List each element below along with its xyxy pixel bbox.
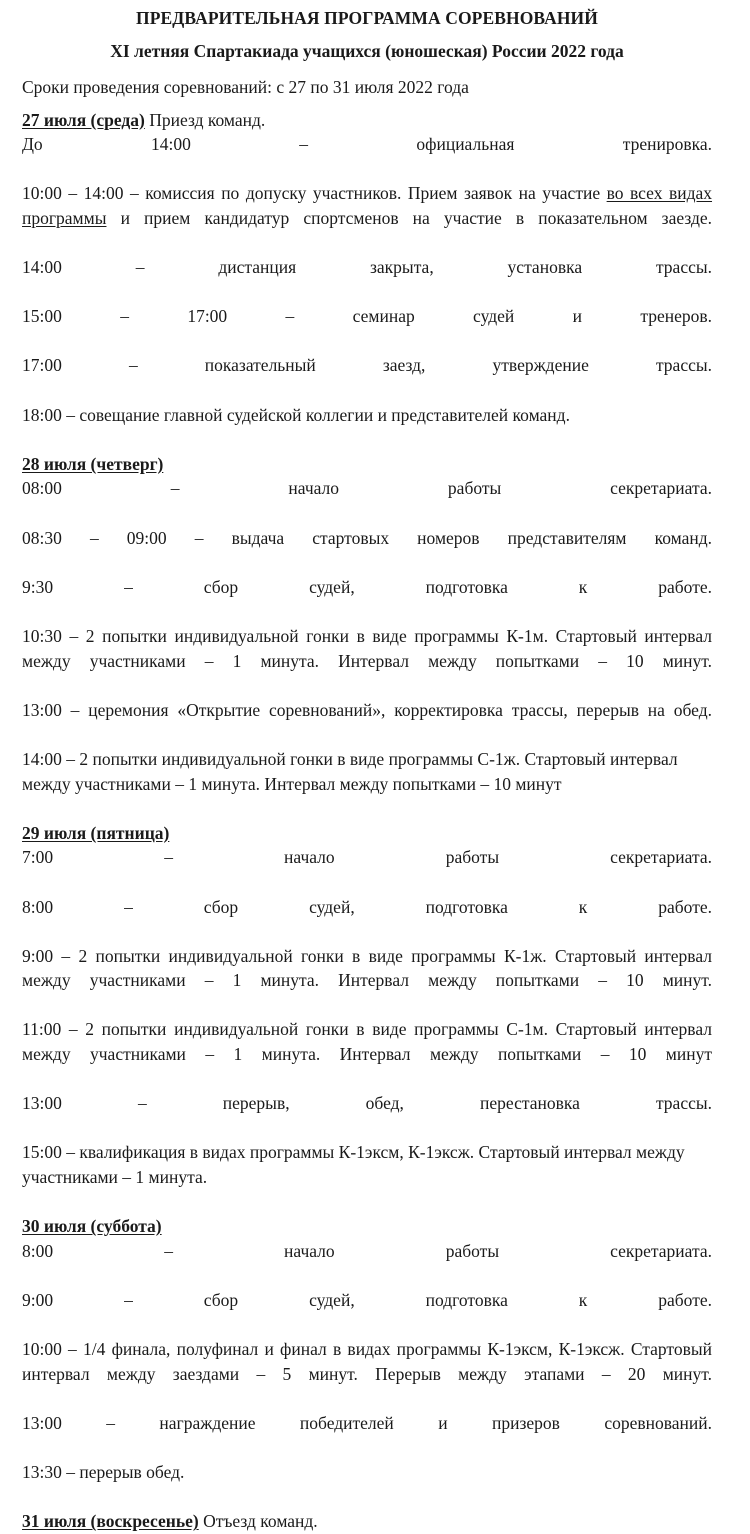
page-title-primary: ПРЕДВАРИТЕЛЬНАЯ ПРОГРАММА СОРЕВНОВАНИЙ <box>136 8 598 28</box>
day-heading <box>22 821 712 846</box>
page-title-secondary: XI летняя Спартакиада учащихся (юношеская) России 2022 года <box>110 41 624 61</box>
schedule-entry: 15:00 – 17:00 – семинар судей и тренеров. <box>22 306 712 327</box>
schedule-entry: 18:00 – совещание главной судейской коллегии и представителей команд. <box>22 404 570 425</box>
schedule-entry: 13:30 – перерыв обед. <box>22 1462 185 1483</box>
day-block <box>22 1214 712 1509</box>
competition-period: Сроки проведения соревнований: с 27 по 31 июля 2022 года <box>22 77 469 97</box>
schedule-entry: 13:00 – награждение победителей и призеров соревнований. <box>22 1412 712 1433</box>
day-block <box>22 452 712 821</box>
schedule-entry: 10:00 – 1/4 финала, полуфинал и финал в видах программы К-1эксм, К-1эксж. Стартовый интервал между заездами – 5 минут. Перерыв между этапами – 20 минут. <box>22 1339 712 1384</box>
schedule-entry: 9:30 – сбор судей, подготовка к работе. <box>22 576 712 597</box>
schedule-entry: 08:00 – начало работы секретариата. <box>22 478 712 499</box>
day-date-label: 31 июля (воскресенье) <box>22 1511 199 1532</box>
day-heading <box>22 452 712 477</box>
schedule-entry: 08:30 – 09:00 – выдача стартовых номеров представителям команд. <box>22 527 712 548</box>
schedule-entry: 9:00 – сбор судей, подготовка к работе. <box>22 1290 712 1310</box>
underlined-phrase: во всех видах программы <box>22 183 713 228</box>
day-note: Приезд команд. <box>144 109 266 130</box>
day-block <box>22 1509 712 1534</box>
schedule-entry: 11:00 – 2 попытки индивидуальной гонки в виде программы С-1м. Стартовый интервал между участниками – 1 минута. Интервал между попытками – 10 минут <box>22 1019 712 1065</box>
day-heading <box>22 1214 712 1239</box>
entry-text-run: 10:00 – 14:00 – комиссия по допуску участников. Прием заявок на участие <box>22 183 607 204</box>
day-date-label: 30 июля (суббота) <box>22 1216 162 1237</box>
day-block <box>22 821 712 1215</box>
schedule-list <box>22 100 712 1534</box>
day-date-label: 27 июля (среда) <box>22 109 145 130</box>
day-heading <box>22 1509 712 1534</box>
schedule-entry: 13:00 – перерыв, обед, перестановка трассы. <box>22 1093 712 1114</box>
schedule-entry: 7:00 – начало работы секретариата. <box>22 847 712 868</box>
schedule-entry: 8:00 – сбор судей, подготовка к работе. <box>22 896 712 917</box>
schedule-entry: 9:00 – 2 попытки индивидуальной гонки в виде программы К-1ж. Стартовый интервал между участниками – 1 минута. Интервал между попытками – 10 минут. <box>22 945 712 991</box>
schedule-entry: 17:00 – показательный заезд, утверждение трассы. <box>22 355 712 376</box>
schedule-entry: 15:00 – квалификация в видах программы К-1эксм, К-1эксж. Стартовый интервал между участниками – 1 минута. <box>22 1142 685 1188</box>
schedule-entry: 10:30 – 2 попытки индивидуальной гонки в виде программы К-1м. Стартовый интервал между участниками – 1 минута. Интервал между попытками – 10 минут. <box>22 625 712 671</box>
schedule-entry <box>22 181 712 255</box>
schedule-entry: 13:00 – церемония «Открытие соревнований», корректировка трассы, перерыв на обед. <box>22 699 712 720</box>
schedule-entry: До 14:00 – официальная тренировка. <box>22 134 712 155</box>
schedule-entry: 14:00 – 2 попытки индивидуальной гонки в виде программы С-1ж. Стартовый интервал между участниками – 1 минута. Интервал между попытками – 10 минут <box>22 748 678 794</box>
day-block <box>22 108 712 452</box>
schedule-entry: 8:00 – начало работы секретариата. <box>22 1240 712 1261</box>
entry-text-run: и прием кандидатур спортсменов на участие в показательном заезде. <box>106 207 712 228</box>
schedule-entry: 14:00 – дистанция закрыта, установка трассы. <box>22 257 712 278</box>
day-date-label: 29 июля (пятница) <box>22 822 170 843</box>
day-heading <box>22 108 712 133</box>
day-date-label: 28 июля (четверг) <box>22 453 164 474</box>
day-note: Отъезд команд. <box>198 1511 318 1532</box>
